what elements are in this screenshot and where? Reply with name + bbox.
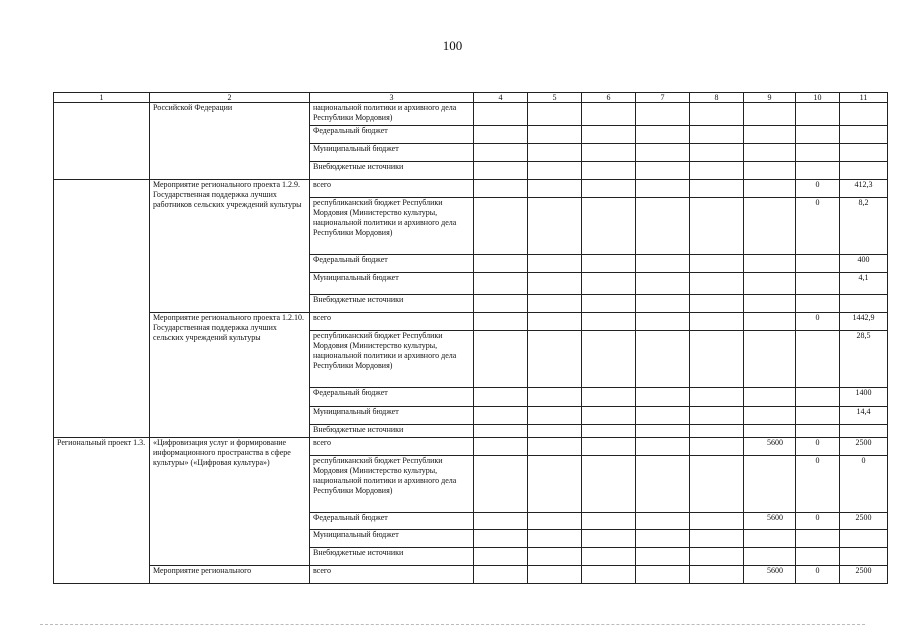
source-cell: Муниципальный бюджет	[310, 273, 474, 295]
event-cell: «Цифровизация услуг и формирование информационного пространства в сфере культуры» («Цифровая культура»)	[150, 438, 310, 566]
source-cell: Внебюджетные источники	[310, 295, 474, 313]
page-number: 100	[442, 38, 463, 53]
header-cell: 9	[744, 93, 796, 103]
value-cell	[744, 425, 796, 438]
budget-table	[53, 92, 888, 584]
event-cell: Мероприятие регионального	[150, 566, 310, 584]
value-cell	[796, 255, 840, 273]
value-cell	[840, 126, 888, 144]
value-cell	[744, 144, 796, 162]
value-cell	[796, 295, 840, 313]
value-cell	[744, 180, 796, 198]
event-cell: Мероприятие регионального проекта 1.2.10. Государственная поддержка лучших сельских учреждений культуры	[150, 313, 310, 438]
value-cell	[796, 331, 840, 388]
source-cell: Муниципальный бюджет	[310, 144, 474, 162]
value-cell	[744, 331, 796, 388]
source-cell: Муниципальный бюджет	[310, 530, 474, 548]
source-cell: Муниципальный бюджет	[310, 407, 474, 425]
value-cell	[744, 198, 796, 255]
header-cell: 6	[582, 93, 636, 103]
source-cell: Внебюджетные источники	[310, 548, 474, 566]
value-cell: 2500	[840, 566, 888, 584]
value-cell: 0	[796, 313, 840, 331]
source-cell: Федеральный бюджет	[310, 513, 474, 530]
value-cell: 412,3	[840, 180, 888, 198]
value-cell	[796, 530, 840, 548]
value-cell	[744, 255, 796, 273]
source-cell: Федеральный бюджет	[310, 126, 474, 144]
source-cell: Внебюджетные источники	[310, 425, 474, 438]
source-cell: республиканский бюджет Республики Мордовия (Министерство культуры, национальной политики и архивного дела Республики Мордовия)	[310, 198, 474, 255]
source-cell: Внебюджетные источники	[310, 162, 474, 180]
project-cell: Региональный проект 1.3.	[54, 438, 150, 584]
header-cell: 10	[796, 93, 840, 103]
header-cell: 1	[54, 93, 150, 103]
value-cell: 0	[840, 456, 888, 513]
source-cell: Федеральный бюджет	[310, 388, 474, 407]
table-row	[54, 180, 888, 198]
value-cell	[744, 273, 796, 295]
value-cell: 0	[796, 198, 840, 255]
value-cell: 1442,9	[840, 313, 888, 331]
value-cell	[744, 313, 796, 331]
value-cell	[796, 103, 840, 126]
scan-artifact-line	[40, 624, 865, 626]
source-cell: всего	[310, 566, 474, 584]
value-cell	[796, 388, 840, 407]
project-cell	[54, 103, 150, 180]
value-cell	[840, 103, 888, 126]
value-cell	[840, 425, 888, 438]
value-cell	[744, 388, 796, 407]
header-row	[54, 93, 888, 103]
event-cell: Мероприятие регионального проекта 1.2.9. Государственная поддержка лучших работников сельских учреждений культуры	[150, 180, 310, 313]
project-cell	[54, 180, 150, 438]
header-cell: 5	[528, 93, 582, 103]
value-cell	[840, 295, 888, 313]
value-cell	[744, 456, 796, 513]
header-cell: 2	[150, 93, 310, 103]
value-cell	[744, 530, 796, 548]
value-cell: 1400	[840, 388, 888, 407]
value-cell: 0	[796, 456, 840, 513]
value-cell: 0	[796, 180, 840, 198]
header-cell: 4	[474, 93, 528, 103]
source-cell: всего	[310, 313, 474, 331]
source-cell: национальной политики и архивного дела Республики Мордовия)	[310, 103, 474, 126]
table-row	[54, 103, 888, 126]
value-cell: 8,2	[840, 198, 888, 255]
value-cell	[796, 425, 840, 438]
value-cell	[796, 144, 840, 162]
value-cell: 0	[796, 513, 840, 530]
value-cell: 0	[796, 566, 840, 584]
value-cell: 4,1	[840, 273, 888, 295]
header-cell: 3	[310, 93, 474, 103]
value-cell: 2500	[840, 513, 888, 530]
value-cell: 5600	[744, 513, 796, 530]
table-row	[54, 566, 888, 584]
header-cell: 11	[840, 93, 888, 103]
value-cell	[796, 273, 840, 295]
value-cell: 14,4	[840, 407, 888, 425]
value-cell	[840, 144, 888, 162]
value-cell	[840, 162, 888, 180]
value-cell	[744, 103, 796, 126]
value-cell	[840, 548, 888, 566]
value-cell	[744, 295, 796, 313]
source-cell: всего	[310, 438, 474, 456]
value-cell	[796, 126, 840, 144]
source-cell: республиканский бюджет Республики Мордовия (Министерство культуры, национальной политики и архивного дела Республики Мордовия)	[310, 331, 474, 388]
value-cell: 28,5	[840, 331, 888, 388]
value-cell: 400	[840, 255, 888, 273]
value-cell	[840, 530, 888, 548]
value-cell: 0	[796, 438, 840, 456]
value-cell	[744, 162, 796, 180]
value-cell	[796, 162, 840, 180]
source-cell: республиканский бюджет Республики Мордовия (Министерство культуры, национальной политики и архивного дела Республики Мордовия)	[310, 456, 474, 513]
table-row	[54, 438, 888, 456]
source-cell: всего	[310, 180, 474, 198]
table-row	[54, 313, 888, 331]
value-cell	[744, 126, 796, 144]
source-cell: Федеральный бюджет	[310, 255, 474, 273]
value-cell	[744, 407, 796, 425]
value-cell: 5600	[744, 438, 796, 456]
value-cell: 5600	[744, 566, 796, 584]
value-cell	[796, 548, 840, 566]
value-cell	[796, 407, 840, 425]
value-cell: 2500	[840, 438, 888, 456]
value-cell	[744, 548, 796, 566]
header-cell: 7	[636, 93, 690, 103]
header-cell: 8	[690, 93, 744, 103]
event-cell: Российской Федерации	[150, 103, 310, 180]
